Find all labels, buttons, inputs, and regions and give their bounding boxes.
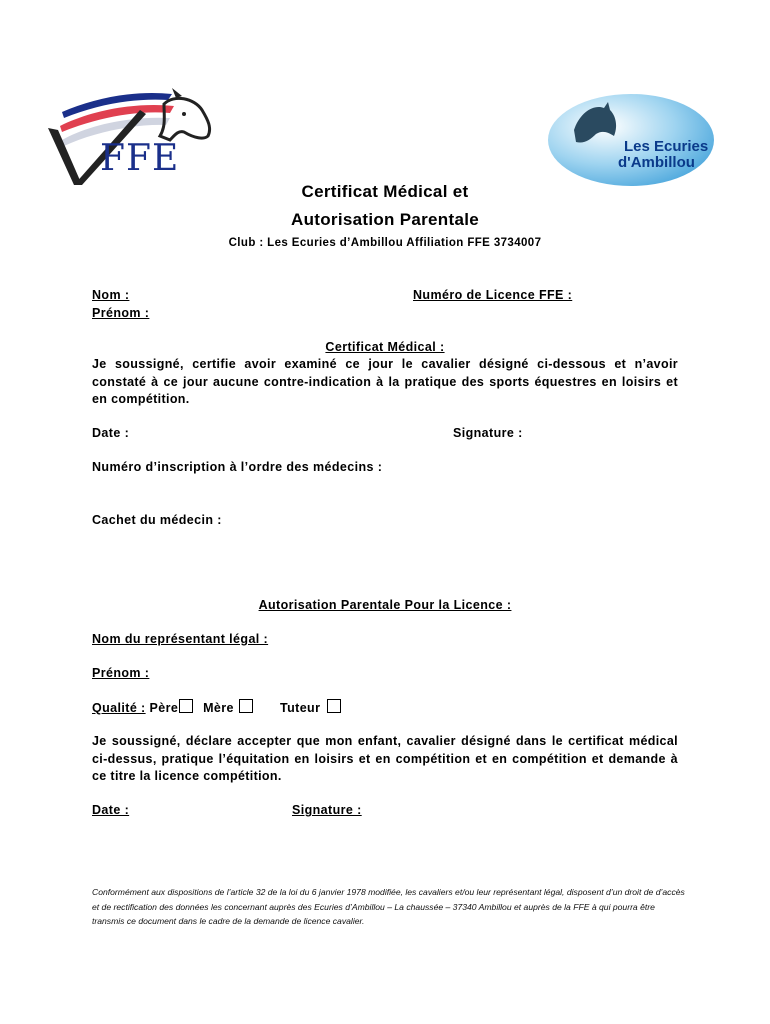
- parental-body: Je soussigné, déclare accepter que mon enfant, cavalier désigné dans le certificat médical ci-dessus, pratique l’équitation en loisirs et en compétition et en compétition et demande à ce titre la licence compétition.: [92, 734, 678, 783]
- pere-checkbox[interactable]: [179, 699, 193, 713]
- ffe-text: FFE: [100, 138, 180, 179]
- representant-label: Nom du représentant légal :: [92, 632, 269, 646]
- medical-date-label: Date :: [92, 426, 130, 440]
- pere-label: Père: [149, 701, 179, 715]
- qualite-label: Qualité :: [92, 701, 146, 715]
- legal-footer: Conformément aux dispositions de l’article 32 de la loi du 6 janvier 1978 modifiée, les cavaliers et/ou leur représentant légal, disposent d’un droit de d’accès et de rectification des données les concernant auprès des Ecuries d’Ambillou – La chaussée – 37340 Ambillou et auprès de la FFE à qui pourra être transmis ce document dans le cadre de la demande de licence cavalier.: [92, 887, 685, 926]
- parental-prenom-label: Prénom :: [92, 666, 150, 680]
- medical-heading: Certificat Médical :: [325, 340, 445, 354]
- mere-checkbox[interactable]: [239, 699, 253, 713]
- inscription-label: Numéro d’inscription à l’ordre des médecins :: [92, 460, 383, 474]
- licence-label: Numéro de Licence FFE :: [413, 288, 573, 302]
- mere-label: Mère: [203, 701, 234, 715]
- parental-signature-label: Signature :: [292, 803, 362, 817]
- parental-date-label: Date :: [92, 803, 130, 817]
- cachet-label: Cachet du médecin :: [92, 513, 222, 527]
- club-logo-line1: Les Ecuries: [624, 138, 709, 155]
- tuteur-row: [280, 699, 341, 715]
- club-logo: [546, 92, 716, 188]
- qualite-row: [92, 699, 253, 715]
- club-affiliation: Club : Les Ecuries d’Ambillou Affiliation FFE 3734007: [228, 237, 542, 249]
- page-title-line1: Certificat Médical et: [301, 182, 469, 201]
- medical-body: Je soussigné, certifie avoir examiné ce jour le cavalier désigné ci-dessous et n’avoir constaté à ce jour aucune contre-indication à la pratique des sports équestres en loisirs et en compétition.: [92, 357, 678, 406]
- club-logo-line2: d'Ambillou: [618, 154, 695, 171]
- nom-label: Nom :: [92, 288, 130, 302]
- parental-heading: Autorisation Parentale Pour la Licence :: [258, 598, 512, 612]
- tuteur-checkbox[interactable]: [327, 699, 341, 713]
- medical-signature-label: Signature :: [453, 426, 523, 440]
- ffe-logo: [44, 80, 224, 190]
- page-title-line2: Autorisation Parentale: [291, 210, 479, 229]
- tuteur-label: Tuteur: [280, 701, 321, 715]
- prenom-label: Prénom :: [92, 306, 150, 320]
